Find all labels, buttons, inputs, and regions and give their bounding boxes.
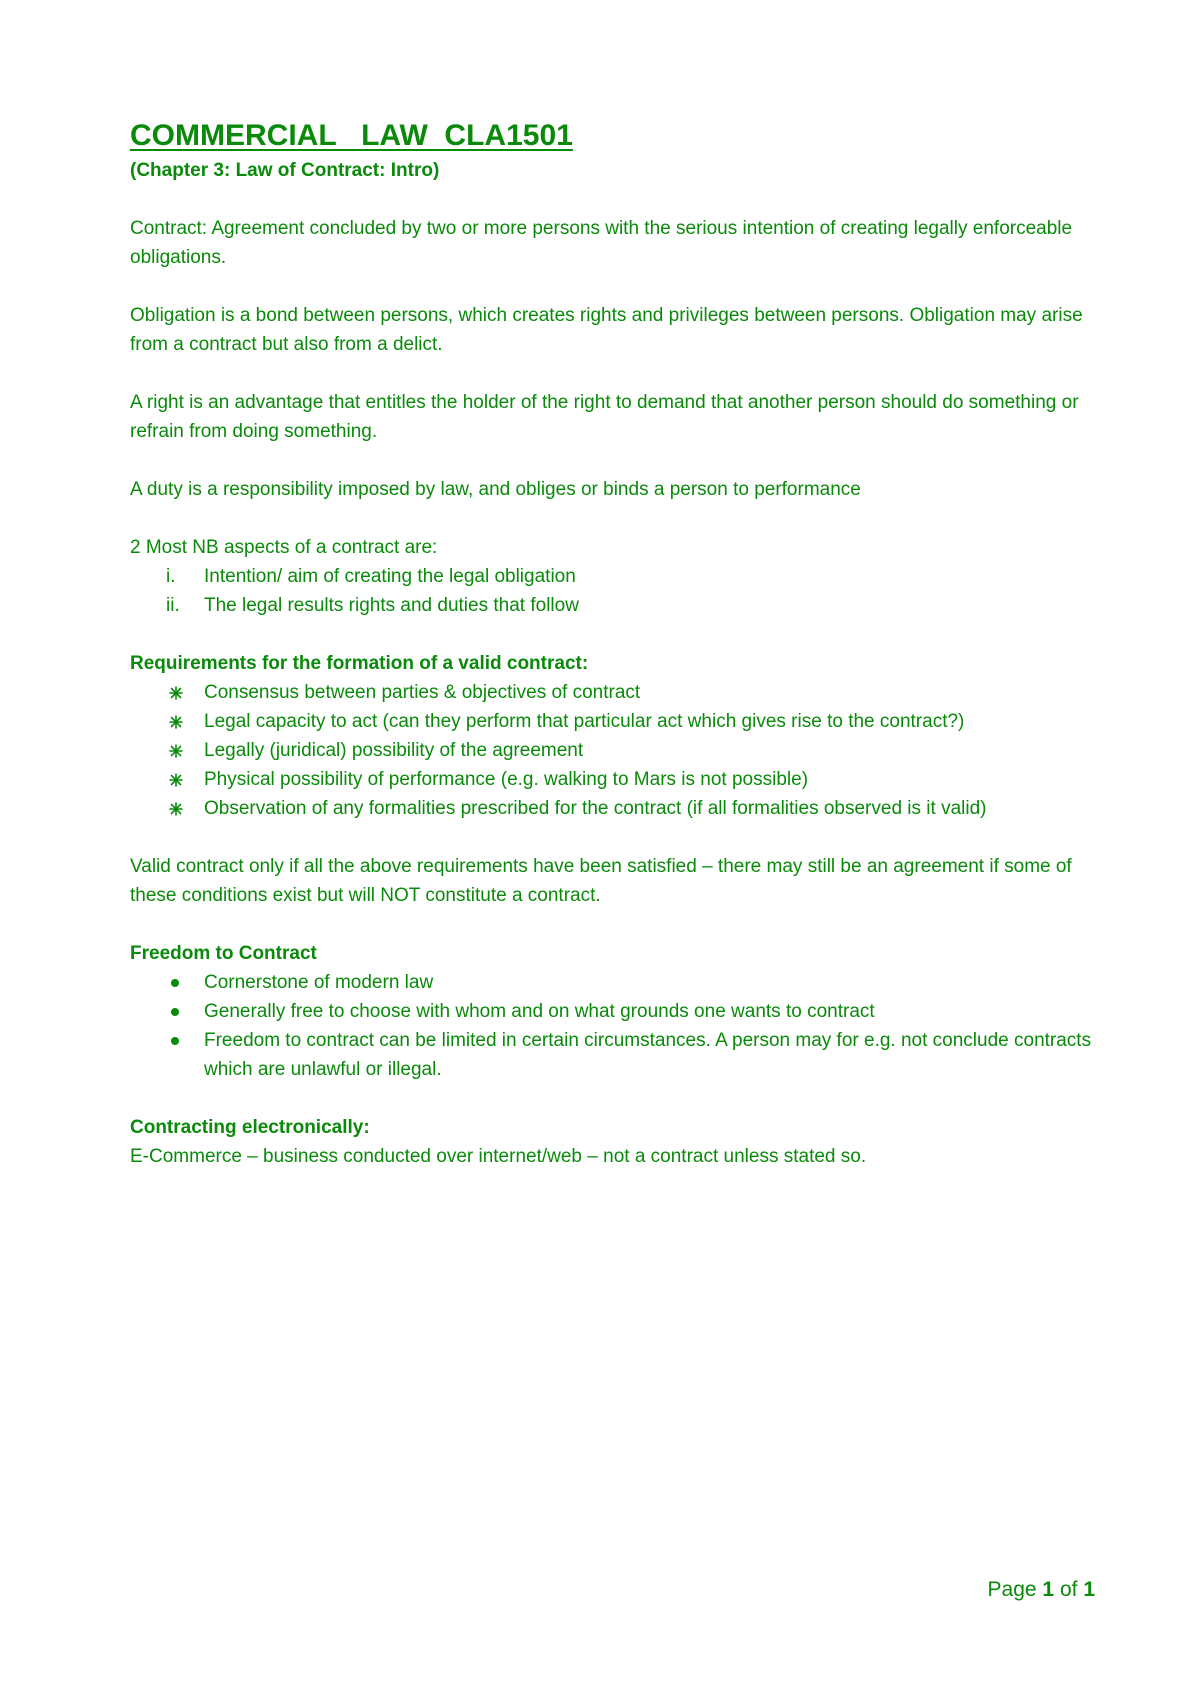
list-item-text: Legally (juridical) possibility of the agreement (204, 740, 584, 761)
freedom-list (130, 968, 1120, 1084)
list-marker: ii. (166, 595, 180, 616)
list-item (130, 591, 1120, 620)
list-item-text: Physical possibility of performance (e.g. walking to Mars is not possible) (204, 769, 809, 790)
list-item (130, 562, 1120, 591)
list-item-text: Legal capacity to act (can they perform that particular act which gives rise to the contract?) (204, 711, 965, 732)
green-star-icon (168, 744, 184, 758)
validity-note: Valid contract only if all the above requirements have been satisfied – there may still be an agreement if some of these conditions exist but will NOT constitute a contract. (130, 856, 1072, 906)
list-item (130, 997, 1120, 1026)
document-body (130, 118, 1120, 1171)
duty-definition: A duty is a responsibility imposed by law, and obliges or binds a person to performance (130, 479, 861, 500)
green-star-icon (168, 715, 184, 729)
requirements-list (130, 678, 1120, 823)
list-item-text: Generally free to choose with whom and on what grounds one wants to contract (204, 1001, 875, 1022)
contract-definition: Contract: Agreement concluded by two or more persons with the serious intention of creating legally enforceable obligations. (130, 218, 1073, 268)
list-item (130, 707, 1120, 736)
list-item (130, 765, 1120, 794)
document-title: COMMERCIAL LAW CLA1501 (130, 119, 573, 152)
list-item-text: Intention/ aim of creating the legal obligation (204, 566, 576, 587)
round-bullet-icon (171, 979, 179, 987)
page-label: Page (987, 1578, 1037, 1601)
round-bullet-icon (171, 1037, 179, 1045)
freedom-heading: Freedom to Contract (130, 943, 317, 964)
total-pages: 1 (1083, 1578, 1095, 1601)
list-item (130, 736, 1120, 765)
of-label: of (1059, 1578, 1078, 1601)
list-item-text: Cornerstone of modern law (204, 972, 434, 993)
document-subtitle: (Chapter 3: Law of Contract: Intro) (130, 160, 440, 181)
green-star-icon (168, 773, 184, 787)
current-page: 1 (1042, 1578, 1055, 1601)
electronic-text: E-Commerce – business conducted over internet/web – not a contract unless stated so. (130, 1146, 867, 1167)
list-item (130, 794, 1120, 823)
electronic-heading: Contracting electronically: (130, 1117, 370, 1138)
list-item (130, 968, 1120, 997)
list-item-text: Freedom to contract can be limited in certain circumstances. A person may for e.g. not conclude contracts which are unlawful or illegal. (204, 1030, 1092, 1080)
green-star-icon (168, 802, 184, 816)
list-item-text: The legal results rights and duties that follow (204, 595, 579, 616)
list-item-text: Observation of any formalities prescribed for the contract (if all formalities observed is it valid) (204, 798, 987, 819)
list-item-text: Consensus between parties & objectives of contract (204, 682, 641, 703)
aspects-intro: 2 Most NB aspects of a contract are: (130, 537, 438, 558)
requirements-heading: Requirements for the formation of a valid contract: (130, 653, 589, 674)
list-item (130, 678, 1120, 707)
right-definition: A right is an advantage that entitles the holder of the right to demand that another person should do something or refrain from doing something. (130, 392, 1079, 442)
list-marker: i. (166, 566, 176, 587)
list-item (130, 1026, 1120, 1084)
obligation-definition: Obligation is a bond between persons, which creates rights and privileges between persons. Obligation may arise from a contract but also from a delict. (130, 305, 1083, 355)
round-bullet-icon (171, 1008, 179, 1016)
aspects-list (130, 562, 1120, 620)
green-star-icon (168, 686, 184, 700)
page-number (988, 1578, 1095, 1602)
